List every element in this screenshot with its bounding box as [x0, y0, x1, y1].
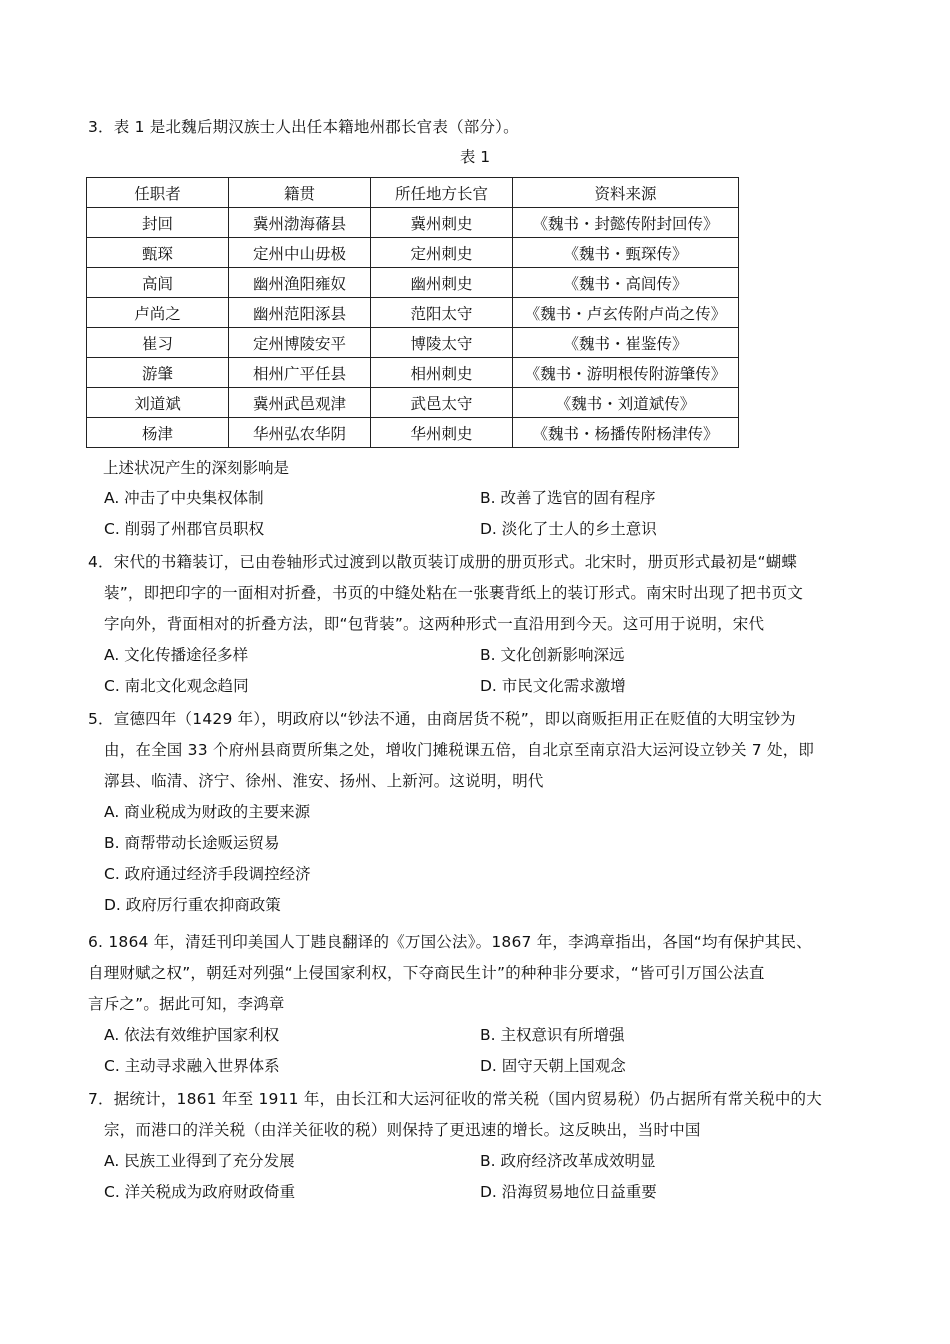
stem-line: 6. 1864 年，清廷刊印美国人丁韪良翻译的《万国公法》。1867 年，李鸿章指出，各国“均有保护其民、 — [88, 933, 812, 951]
option-b[interactable]: B. 商帮带动长途贩运贸易 — [104, 834, 280, 852]
table-cell: 《魏书・游明根传附游肇传》 — [513, 358, 739, 388]
table-row — [87, 418, 739, 448]
option-c[interactable]: C. 南北文化观念趋同 — [104, 677, 249, 695]
table-cell: 《魏书・崔鉴传》 — [513, 328, 739, 358]
table-cell: 杨津 — [87, 418, 229, 448]
option-a[interactable]: A. 文化传播途径多样 — [104, 646, 249, 664]
table-cell: 《魏书・封懿传附封回传》 — [513, 208, 739, 238]
table-header-row — [87, 178, 739, 208]
question-4 — [88, 547, 868, 702]
table-cell: 定州博陵安平 — [229, 328, 371, 358]
table-cell: 范阳太守 — [371, 298, 513, 328]
option-d[interactable]: D. 沿海贸易地位日益重要 — [480, 1183, 657, 1201]
stem-line: 装”，即把印字的一面相对折叠，书页的中缝处粘在一张裹背纸上的装订形式。南宋时出现了把书页文 — [104, 584, 804, 602]
table-cell: 武邑太守 — [371, 388, 513, 418]
option-a[interactable]: A. 民族工业得到了充分发展 — [104, 1152, 295, 1170]
table-cell: 定州刺史 — [371, 238, 513, 268]
question-3-stem: 3．表 1 是北魏后期汉族士人出任本籍地州郡长官表（部分）。 — [88, 118, 519, 136]
table-1 — [86, 177, 739, 448]
question-7 — [88, 1084, 868, 1208]
table-cell: 刘道斌 — [87, 388, 229, 418]
table-row — [87, 208, 739, 238]
option-c[interactable]: C. 削弱了州郡官员职权 — [104, 520, 265, 538]
option-d[interactable]: D. 政府厉行重农抑商政策 — [104, 896, 281, 914]
table-cell: 卢尚之 — [87, 298, 229, 328]
stem-line: 由，在全国 33 个府州县商贾所集之处，增收门摊税课五倍，自北京至南京沿大运河设立钞关 7 处，即 — [104, 741, 815, 759]
header-cell: 任职者 — [87, 178, 229, 208]
table-row — [87, 358, 739, 388]
stem-line: 宗，而港口的洋关税（由洋关征收的税）则保持了更迅速的增长。这反映出，当时中国 — [104, 1121, 701, 1139]
header-cell: 所任地方长官 — [371, 178, 513, 208]
stem-line: 字向外，背面相对的折叠方法，即“包背装”。这两种形式一直沿用到今天。这可用于说明，宋代 — [104, 615, 765, 633]
table-cell: 相州广平任县 — [229, 358, 371, 388]
table-row — [87, 238, 739, 268]
option-d[interactable]: D. 市民文化需求激增 — [480, 677, 626, 695]
stem-line: 7．据统计，1861 年至 1911 年，由长江和大运河征收的常关税（国内贸易税）仍占据所有常关税中的大 — [88, 1090, 822, 1108]
option-b[interactable]: B. 主权意识有所增强 — [480, 1026, 625, 1044]
header-cell: 资料来源 — [513, 178, 739, 208]
table-cell: 《魏书・高闾传》 — [513, 268, 739, 298]
header-cell: 籍贯 — [229, 178, 371, 208]
stem-line: 言斥之”。据此可知，李鸿章 — [88, 995, 285, 1013]
table-cell: 封回 — [87, 208, 229, 238]
question-3-prompt: 上述状况产生的深刻影响是 — [103, 459, 290, 477]
option-a[interactable]: A. 冲击了中央集权体制 — [104, 489, 264, 507]
stem-line: 自理财赋之权”，朝廷对列强“上侵国家利权，下夺商民生计”的种种非分要求，“皆可引万国公法直 — [88, 964, 765, 982]
table-cell: 《魏书・甄琛传》 — [513, 238, 739, 268]
question-6 — [88, 927, 868, 1082]
table-cell: 《魏书・刘道斌传》 — [513, 388, 739, 418]
table-cell: 《魏书・杨播传附杨津传》 — [513, 418, 739, 448]
table-caption: 表 1 — [459, 148, 491, 166]
table-cell: 冀州刺史 — [371, 208, 513, 238]
table-cell: 博陵太守 — [371, 328, 513, 358]
table-cell: 华州刺史 — [371, 418, 513, 448]
option-a[interactable]: A. 商业税成为财政的主要来源 — [104, 803, 311, 821]
table-row — [87, 268, 739, 298]
table-cell: 相州刺史 — [371, 358, 513, 388]
option-d[interactable]: D. 固守天朝上国观念 — [480, 1057, 626, 1075]
table-cell: 定州中山毋极 — [229, 238, 371, 268]
option-c[interactable]: C. 政府通过经济手段调控经济 — [104, 865, 311, 883]
option-a[interactable]: A. 依法有效维护国家利权 — [104, 1026, 280, 1044]
option-d[interactable]: D. 淡化了士人的乡土意识 — [480, 520, 657, 538]
table-cell: 幽州范阳涿县 — [229, 298, 371, 328]
table-cell: 幽州渔阳雍奴 — [229, 268, 371, 298]
table-cell: 冀州渤海蓨县 — [229, 208, 371, 238]
option-b[interactable]: B. 政府经济改革成效明显 — [480, 1152, 656, 1170]
table-row — [87, 298, 739, 328]
table-cell: 华州弘农华阴 — [229, 418, 371, 448]
option-c[interactable]: C. 主动寻求融入世界体系 — [104, 1057, 280, 1075]
option-b[interactable]: B. 文化创新影响深远 — [480, 646, 625, 664]
question-3 — [88, 112, 868, 143]
option-b[interactable]: B. 改善了选官的固有程序 — [480, 489, 656, 507]
question-5 — [88, 704, 868, 921]
table-cell: 崔习 — [87, 328, 229, 358]
table-cell: 游肇 — [87, 358, 229, 388]
table-cell: 《魏书・卢玄传附卢尚之传》 — [513, 298, 739, 328]
table-cell: 冀州武邑观津 — [229, 388, 371, 418]
stem-line: 4．宋代的书籍装订，已由卷轴形式过渡到以散页装订成册的册页形式。北宋时，册页形式最初是“蝴蝶 — [88, 553, 798, 571]
table-cell: 高闾 — [87, 268, 229, 298]
table-row — [87, 328, 739, 358]
option-c[interactable]: C. 洋关税成为政府财政倚重 — [104, 1183, 296, 1201]
table-cell: 幽州刺史 — [371, 268, 513, 298]
question-3-options — [88, 483, 868, 545]
table-row — [87, 388, 739, 418]
stem-line: 5．宣德四年（1429 年），明政府以“钞法不通，由商居货不税”，即以商贩拒用正在贬值的大明宝钞为 — [88, 710, 796, 728]
stem-line: 漷县、临清、济宁、徐州、淮安、扬州、上新河。这说明，明代 — [104, 772, 544, 790]
table-cell: 甄琛 — [87, 238, 229, 268]
